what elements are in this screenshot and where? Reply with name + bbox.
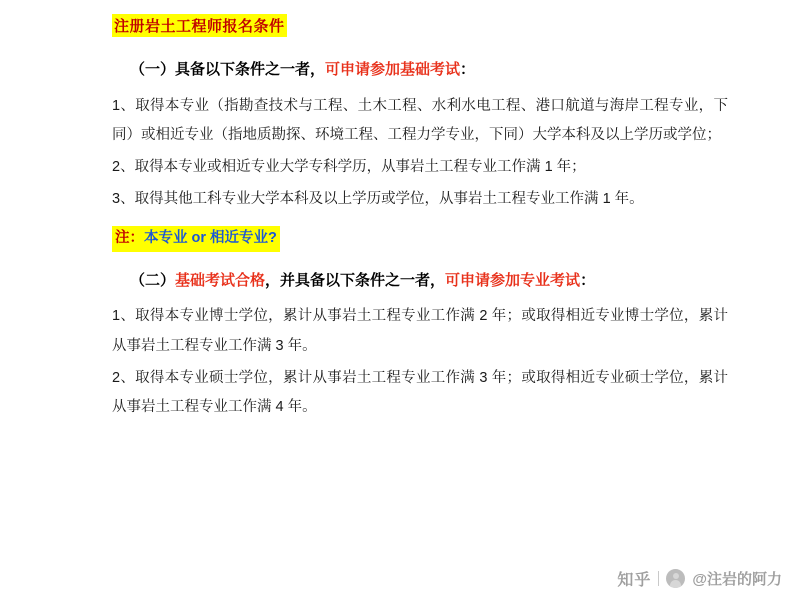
section-heading-1-part-3: ： (460, 61, 476, 78)
section-heading-2-part-1: （二） (130, 271, 176, 289)
zhihu-logo-text: 知乎 (617, 572, 652, 589)
section-heading-2-part-5: ： (580, 271, 596, 289)
section-heading-2-part-3: ，并具备以下条件之一者， (265, 271, 446, 289)
section-heading-1-part-1: （一）具备以下条件之一者， (130, 61, 326, 78)
watermark (617, 567, 782, 590)
note-label: 注： (115, 230, 144, 247)
paragraph: 1、取得本专业博士学位，累计从事岩土工程专业工作满 2 年；或取得相近专业博士学位，累计从事岩土工程专业工作满 3 年。 (112, 308, 728, 354)
paragraph: 3、取得其他工科专业大学本科及以上学历或学位，从事岩土工程专业工作满 1 年。 (112, 190, 644, 207)
section-heading-2-part-4: 可申请参加专业考试 (445, 271, 581, 289)
section-heading-2-part-2: 基础考试合格 (175, 271, 266, 289)
user-avatar-icon (666, 569, 685, 588)
watermark-author: @注岩的阿力 (692, 571, 782, 588)
page-title: 注册岩土工程师报名条件 (112, 14, 287, 37)
section-heading-1-part-2: 可申请参加基础考试 (325, 61, 461, 78)
paragraph: 1、取得本专业（指勘查技术与工程、土木工程、水利水电工程、港口航道与海岸工程专业，下同）或相近专业（指地质勘探、环境工程、工程力学专业，下同）大学本科及以上学历或学位； (112, 97, 728, 144)
section-heading-2 (130, 270, 728, 293)
section-heading-1 (130, 59, 728, 82)
note-body: 本专业 or 相近专业? (144, 230, 277, 247)
paragraph: 2、取得本专业硕士学位，累计从事岩土工程专业工作满 3 年；或取得相近专业硕士学位，累计从事岩土工程专业工作满 4 年。 (112, 369, 728, 416)
watermark-divider (658, 571, 659, 586)
note-highlight (112, 226, 280, 251)
paragraph: 2、取得本专业或相近专业大学专科学历，从事岩土工程专业工作满 1 年； (112, 158, 586, 175)
